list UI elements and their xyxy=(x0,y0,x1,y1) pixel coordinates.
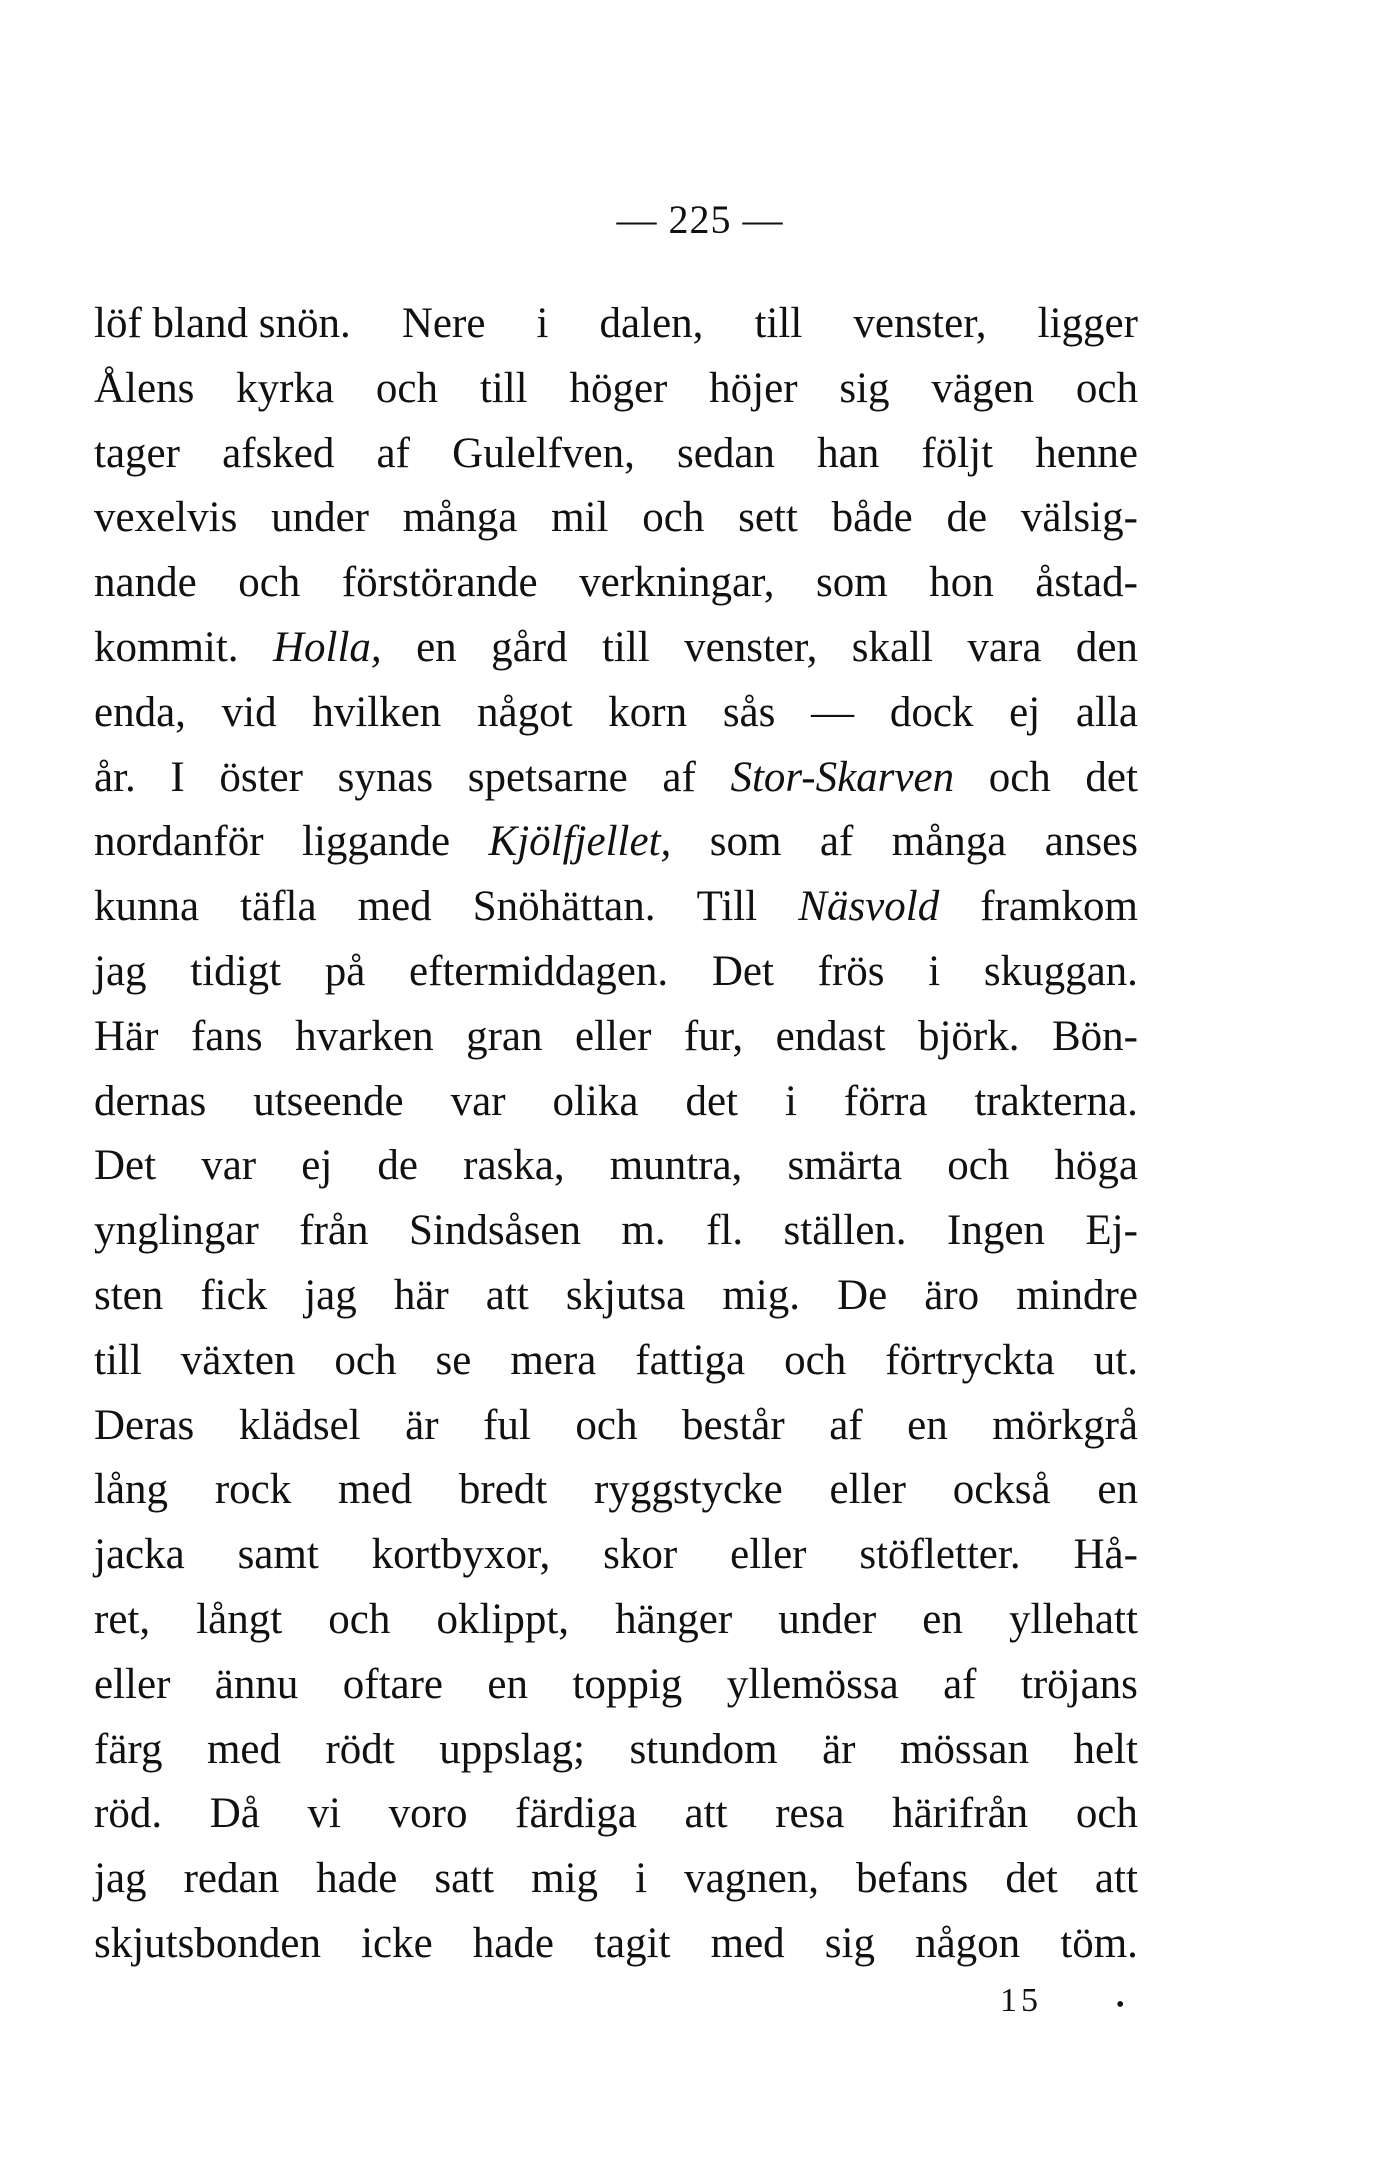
word: m. xyxy=(621,1207,666,1255)
word: af xyxy=(662,753,696,801)
word: fick xyxy=(200,1271,268,1319)
word: är xyxy=(405,1401,439,1449)
word: De xyxy=(837,1271,888,1319)
text-line xyxy=(94,681,1138,746)
word: tröjans xyxy=(1020,1660,1138,1708)
word: samt xyxy=(237,1531,319,1579)
word: sås xyxy=(722,688,776,736)
word: välsig- xyxy=(1020,494,1138,542)
text-line xyxy=(94,1264,1138,1329)
word: yllehatt xyxy=(1008,1595,1138,1643)
word: hon xyxy=(929,559,994,607)
word: Bön- xyxy=(1051,1012,1138,1060)
bullet-mark: • xyxy=(1116,1992,1125,2018)
word: hade xyxy=(316,1855,398,1903)
word: Nere xyxy=(401,300,486,347)
word: toppig xyxy=(572,1660,683,1708)
word: smärta xyxy=(787,1142,903,1190)
word: till xyxy=(601,623,650,671)
word: oftare xyxy=(342,1660,444,1708)
word: sig xyxy=(839,364,890,412)
page-number: — 225 — xyxy=(616,197,784,242)
word: kunna xyxy=(94,883,200,931)
word: spetsarne xyxy=(467,753,628,801)
word: mindre xyxy=(1016,1271,1138,1319)
word: ryggstycke xyxy=(594,1466,783,1514)
word: en xyxy=(487,1660,529,1708)
word: kortbyxor, xyxy=(371,1531,551,1579)
text-line xyxy=(94,1588,1138,1653)
text-line xyxy=(94,1070,1138,1135)
word: mössan xyxy=(899,1725,1029,1773)
word: förtryckta xyxy=(885,1336,1055,1384)
word: Det xyxy=(711,947,774,995)
word: höga xyxy=(1054,1142,1138,1190)
word: här xyxy=(393,1271,449,1319)
text-line xyxy=(94,875,1138,940)
word: är xyxy=(822,1725,856,1773)
word: långt xyxy=(196,1595,283,1643)
word: en xyxy=(907,1401,948,1449)
word: tidigt xyxy=(190,947,282,995)
word: hvarken xyxy=(295,1012,434,1060)
word: eller xyxy=(575,1012,652,1060)
word: täfla xyxy=(240,883,317,931)
word: sig xyxy=(824,1919,875,1967)
word: under xyxy=(271,494,369,542)
word: och xyxy=(988,753,1051,801)
word: venster, xyxy=(684,623,818,671)
text-line xyxy=(94,810,1138,875)
word: och xyxy=(328,1595,391,1643)
word: kommit. xyxy=(94,623,239,671)
word: jacka xyxy=(94,1531,185,1579)
text-line xyxy=(94,1847,1138,1912)
text-line xyxy=(94,1134,1138,1199)
word: endast xyxy=(775,1012,886,1060)
text-line xyxy=(94,551,1138,616)
word: till xyxy=(479,364,528,412)
word: Holla, xyxy=(272,623,382,671)
word: vara xyxy=(967,623,1042,671)
word: af xyxy=(376,429,410,477)
word: och xyxy=(238,559,301,607)
word: skor xyxy=(603,1531,678,1579)
word: rock xyxy=(214,1466,292,1514)
word: nordanför xyxy=(94,818,264,866)
word: mig. xyxy=(722,1271,800,1319)
word: skall xyxy=(851,623,933,671)
word: ligger xyxy=(1037,300,1138,347)
word: härifrån xyxy=(892,1790,1029,1838)
word: voro xyxy=(388,1790,468,1838)
text-line xyxy=(94,292,1138,357)
word: vagnen, xyxy=(684,1855,819,1903)
word: helt xyxy=(1073,1725,1138,1773)
word: med xyxy=(357,883,432,931)
word: Ingen xyxy=(947,1207,1045,1255)
word: vexelvis xyxy=(94,494,238,542)
word: uppslag; xyxy=(439,1725,585,1773)
word: af xyxy=(819,818,854,866)
word: eller xyxy=(730,1531,807,1579)
word: och xyxy=(575,1401,638,1449)
word: skjutsa xyxy=(565,1271,686,1319)
word: ut. xyxy=(1093,1336,1138,1384)
word: färg xyxy=(94,1725,163,1773)
word: han xyxy=(817,429,880,477)
word: synas xyxy=(337,753,434,801)
word: af xyxy=(829,1401,863,1449)
word: de xyxy=(946,494,988,542)
word: ynglingar xyxy=(94,1207,259,1255)
text-line xyxy=(94,940,1138,1005)
word: Här xyxy=(94,1012,159,1060)
word: en xyxy=(416,623,457,671)
word: den xyxy=(1075,623,1138,671)
word: gård xyxy=(491,623,568,671)
word: det xyxy=(685,1077,738,1125)
word: af xyxy=(943,1660,977,1708)
word: — xyxy=(811,688,855,736)
word: hänger xyxy=(615,1595,733,1643)
word: en xyxy=(1097,1466,1138,1514)
word: en xyxy=(922,1595,963,1643)
word: i xyxy=(784,1077,797,1125)
word: Snöhättan. xyxy=(472,883,656,931)
word: fans xyxy=(190,1012,263,1060)
word: I xyxy=(170,753,185,801)
word: var xyxy=(450,1077,506,1125)
text-line xyxy=(94,1653,1138,1718)
word: något xyxy=(477,688,573,736)
word: korn xyxy=(608,688,688,736)
word: sten xyxy=(94,1271,164,1319)
word: tager xyxy=(94,429,180,477)
word: Sindsåsen xyxy=(408,1207,581,1255)
word: till xyxy=(94,1336,142,1384)
word: på xyxy=(324,947,366,995)
word: Näsvold xyxy=(798,883,940,931)
word: bredt xyxy=(458,1466,548,1514)
word: höjer xyxy=(709,364,798,412)
word: Kjölfjellet, xyxy=(488,818,672,866)
word: till xyxy=(754,300,803,347)
word: de xyxy=(377,1142,419,1190)
text-line xyxy=(94,746,1138,811)
word: Då xyxy=(209,1790,260,1838)
text-line xyxy=(94,1523,1138,1588)
word: tagit xyxy=(594,1919,671,1967)
word: raska, xyxy=(463,1142,565,1190)
word: och xyxy=(784,1336,847,1384)
word: skuggan. xyxy=(983,947,1138,995)
word: utseende xyxy=(253,1077,404,1125)
word: ej xyxy=(301,1142,333,1190)
word: eller xyxy=(94,1660,171,1708)
word: afsked xyxy=(222,429,335,477)
word: se xyxy=(435,1336,472,1384)
word: verkningar, xyxy=(579,559,775,607)
word: med xyxy=(710,1919,785,1967)
word: liggande xyxy=(302,818,451,866)
word: med xyxy=(338,1466,413,1514)
text-line xyxy=(94,1329,1138,1394)
text-line xyxy=(94,422,1138,487)
word: vid xyxy=(221,688,277,736)
word: förstörande xyxy=(341,559,538,607)
word: lång xyxy=(94,1466,169,1514)
word: någon xyxy=(915,1919,1021,1967)
word: och xyxy=(642,494,705,542)
word: jag xyxy=(304,1271,357,1319)
word: trakterna. xyxy=(974,1077,1138,1125)
word: under xyxy=(778,1595,877,1643)
word: ful xyxy=(483,1401,531,1449)
word: jag xyxy=(94,947,147,995)
text-line xyxy=(94,1005,1138,1070)
word: sett xyxy=(738,494,798,542)
word: fur, xyxy=(683,1012,744,1060)
word: eller xyxy=(829,1466,906,1514)
word: mig xyxy=(531,1855,599,1903)
word: befans xyxy=(856,1855,969,1903)
word: stundom xyxy=(629,1725,778,1773)
word: redan xyxy=(183,1855,280,1903)
word: att xyxy=(1094,1855,1138,1903)
word: mera xyxy=(510,1336,597,1384)
word: i xyxy=(928,947,941,995)
word: förra xyxy=(843,1077,928,1125)
word: ret, xyxy=(94,1595,151,1643)
text-line xyxy=(94,1782,1138,1847)
word: fl. xyxy=(706,1207,744,1255)
word: både xyxy=(831,494,913,542)
word: åstad- xyxy=(1035,559,1138,607)
word: hvilken xyxy=(312,688,442,736)
word: som xyxy=(816,559,888,607)
word: löf bland snön. xyxy=(94,300,351,347)
signature-mark: 15 xyxy=(1000,1982,1042,2019)
word: frös xyxy=(817,947,885,995)
text-line xyxy=(94,486,1138,551)
word: enda, xyxy=(94,688,186,736)
word: yllemössa xyxy=(726,1660,899,1708)
word: i xyxy=(536,300,549,347)
word: äro xyxy=(924,1271,980,1319)
word: det xyxy=(1085,753,1138,801)
word: Hå- xyxy=(1073,1531,1138,1579)
text-line xyxy=(94,357,1138,422)
word: hade xyxy=(472,1919,554,1967)
word: år. xyxy=(94,753,136,801)
word: Deras xyxy=(94,1401,195,1449)
word: med xyxy=(206,1725,281,1773)
text-line xyxy=(94,616,1138,681)
word: vi xyxy=(307,1790,341,1838)
word: växten xyxy=(180,1336,296,1384)
word: oklippt, xyxy=(436,1595,570,1643)
word: består xyxy=(682,1401,785,1449)
word: rödt xyxy=(325,1725,395,1773)
word: många xyxy=(891,818,1007,866)
word: fattiga xyxy=(635,1336,746,1384)
word: Ålens xyxy=(94,364,195,412)
word: och xyxy=(1075,364,1138,412)
word: björk. xyxy=(917,1012,1020,1060)
word: och xyxy=(375,364,438,412)
word: sedan xyxy=(677,429,775,477)
word: att xyxy=(485,1271,529,1319)
word: och xyxy=(947,1142,1010,1190)
word: eftermiddagen. xyxy=(409,947,669,995)
word: Till xyxy=(696,883,758,931)
word: skjutsbonden xyxy=(94,1919,321,1967)
word: följt xyxy=(921,429,994,477)
word: också xyxy=(952,1466,1051,1514)
word: och xyxy=(334,1336,397,1384)
word: öster xyxy=(219,753,303,801)
word: anses xyxy=(1044,818,1138,866)
word: i xyxy=(635,1855,648,1903)
word: röd. xyxy=(94,1790,163,1838)
word: muntra, xyxy=(609,1142,743,1190)
word: dock xyxy=(889,688,974,736)
word: många xyxy=(402,494,518,542)
word: olika xyxy=(552,1077,639,1125)
word: resa xyxy=(775,1790,845,1838)
word: mil xyxy=(551,494,609,542)
word: töm. xyxy=(1060,1919,1138,1967)
text-line xyxy=(94,1718,1138,1783)
word: ännu xyxy=(214,1660,299,1708)
text-line xyxy=(94,1912,1138,1977)
word: och xyxy=(1075,1790,1138,1838)
word: ej xyxy=(1009,688,1041,736)
word: framkom xyxy=(980,883,1138,931)
word: dernas xyxy=(94,1077,207,1125)
word: icke xyxy=(361,1919,433,1967)
text-line xyxy=(94,1458,1138,1523)
word: Gulelfven, xyxy=(452,429,635,477)
word: det xyxy=(1005,1855,1058,1903)
word: ställen. xyxy=(783,1207,907,1255)
word: Det xyxy=(94,1142,157,1190)
body-text xyxy=(94,292,1138,1977)
word: venster, xyxy=(853,300,987,347)
word: satt xyxy=(434,1855,495,1903)
text-line xyxy=(94,1394,1138,1459)
text-line xyxy=(94,1199,1138,1264)
word: stöfletter. xyxy=(859,1531,1021,1579)
word: nande xyxy=(94,559,197,607)
word: Stor-Skarven xyxy=(730,753,955,801)
word: från xyxy=(299,1207,369,1255)
word: mörkgrå xyxy=(992,1401,1138,1449)
word: Ej- xyxy=(1085,1207,1138,1255)
word: att xyxy=(684,1790,728,1838)
word: gran xyxy=(466,1012,543,1060)
word: klädsel xyxy=(238,1401,361,1449)
word: höger xyxy=(569,364,668,412)
word: dalen, xyxy=(599,300,704,347)
word: henne xyxy=(1035,429,1138,477)
word: alla xyxy=(1075,688,1138,736)
word: var xyxy=(201,1142,257,1190)
word: kyrka xyxy=(236,364,335,412)
word: som xyxy=(709,818,782,866)
word: vägen xyxy=(931,364,1035,412)
word: färdiga xyxy=(515,1790,637,1838)
word: jag xyxy=(94,1855,147,1903)
